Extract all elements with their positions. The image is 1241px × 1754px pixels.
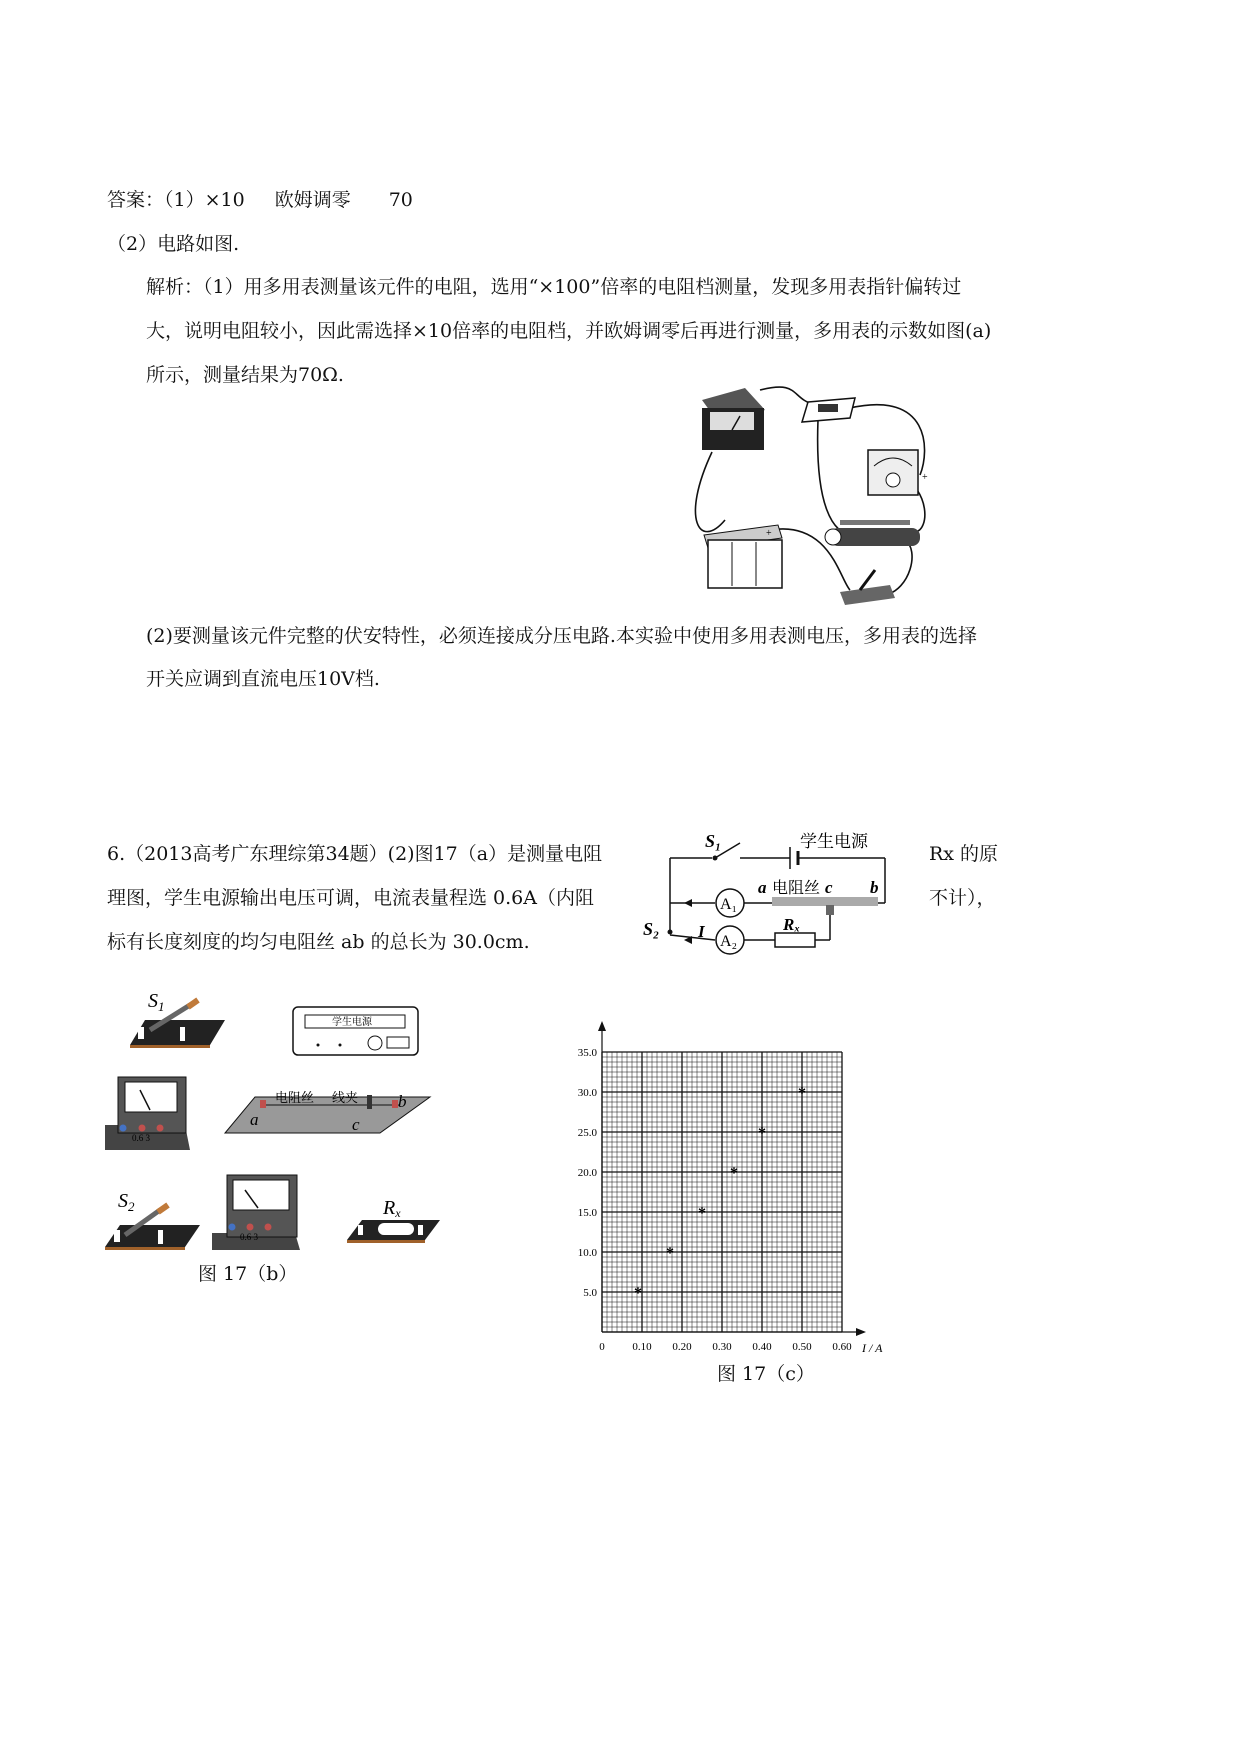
- ammeter-1-scale: 0.6 3: [132, 1133, 150, 1143]
- data-point: *: [698, 1205, 706, 1222]
- x-tick-label: 0.30: [712, 1341, 732, 1353]
- y-tick-label: 25.0: [577, 1127, 597, 1139]
- resistance-wire-board: [225, 1090, 430, 1134]
- data-point: *: [758, 1125, 766, 1142]
- y-tick-label: 5.0: [583, 1287, 597, 1299]
- switch-s2: [105, 1190, 200, 1250]
- data-point: *: [730, 1165, 738, 1182]
- switch-s1-sub: 1: [158, 999, 165, 1014]
- wire-label: 电阻丝: [275, 1090, 315, 1105]
- y-axis-arrow: [598, 1021, 606, 1031]
- wire-b-label: b: [398, 1092, 407, 1111]
- resistor-rx-sub: x: [395, 1206, 401, 1220]
- switch-s1-label: [148, 990, 165, 1014]
- switch-s2-sub: 2: [128, 1199, 135, 1214]
- switch-s1: [130, 990, 225, 1048]
- ammeter-2-scale: 0.6 3: [240, 1232, 258, 1242]
- clip-label: 线夹: [332, 1090, 359, 1105]
- figure-17b-equipment: [100, 985, 460, 1295]
- power-source-label: 学生电源: [332, 1017, 372, 1028]
- x-tick-label: 0.50: [792, 1341, 812, 1353]
- schematic-s1-label: S₁: [705, 831, 722, 851]
- analysis-line-3: 所示，测量结果为70Ω.: [146, 364, 344, 386]
- schematic-a-label: a: [758, 878, 767, 897]
- schematic-rx-label: Rₓ: [783, 915, 801, 934]
- y-tick-label: 10.0: [577, 1247, 597, 1259]
- switch-s1-letter: S: [148, 990, 158, 1012]
- schematic-c-label: c: [825, 878, 833, 897]
- answer-prefix: 答案：: [107, 189, 165, 211]
- y-tick-label: 30.0: [577, 1087, 597, 1099]
- schematic-wire-label: 电阻丝: [772, 880, 821, 897]
- question6-line1-left: 6.（2013高考广东理综第34题）(2)图17（a）是测量电阻: [107, 843, 603, 865]
- figure-17c-caption: 图 17（c）: [717, 1363, 815, 1385]
- resistor-rx: [347, 1197, 440, 1243]
- meter-box: [702, 388, 765, 450]
- multimeter: [868, 450, 928, 495]
- x-axis-arrow: [856, 1328, 866, 1336]
- schematic-source-label: 学生电源: [800, 832, 868, 851]
- x-axis-label: I / A: [862, 1341, 883, 1355]
- ammeter-2: [212, 1175, 300, 1250]
- svg-text:+: +: [766, 528, 772, 539]
- wire-c-label: c: [352, 1115, 360, 1134]
- rheostat: [825, 520, 920, 546]
- power-source: [293, 1007, 418, 1055]
- analysis-line-2: 大，说明电阻较小，因此需选择×10倍率的电阻档，并欧姆调零后再进行测量，多用表的示数如图(a): [146, 320, 992, 342]
- battery-pack: [704, 525, 782, 588]
- analysis-line-1: 解析：（1）用多用表测量该元件的电阻，选用“×100”倍率的电阻档测量，发现多用表指针偏转过: [146, 276, 962, 298]
- y-tick-label: 15.0: [577, 1207, 597, 1219]
- question6-line2-left: 理图，学生电源输出电压可调，电流表量程选 0.6A（内阻: [107, 887, 594, 909]
- data-point: *: [666, 1245, 674, 1262]
- x-tick-label: 0.20: [672, 1341, 692, 1353]
- data-point: *: [634, 1285, 642, 1302]
- schematic-i-label: I: [698, 922, 705, 941]
- resistor-rx-letter: R: [383, 1197, 396, 1219]
- schematic-a2-label: A₂: [720, 933, 738, 950]
- question6-line1-right: Rx 的原: [929, 843, 999, 865]
- x-tick-label: 0.10: [632, 1341, 652, 1353]
- svg-text:+: +: [922, 472, 928, 483]
- circuit-connection-figure: [690, 380, 950, 605]
- schematic-b-label: b: [870, 878, 879, 897]
- x-tick-label: 0: [599, 1341, 605, 1353]
- figure-17c-chart: [570, 1015, 900, 1355]
- switch-s2-label: [118, 1190, 135, 1214]
- answer-ohm-zero: 欧姆调零: [274, 189, 351, 211]
- figure-17b-caption: 图 17（b）: [198, 1263, 298, 1285]
- answer-part2: （2）电路如图.: [107, 233, 240, 255]
- schematic-17a: [640, 825, 900, 965]
- answer-part1: （1）×10: [164, 189, 245, 211]
- question6-line3: 标有长度刻度的均匀电阻丝 ab 的总长为 30.0cm.: [107, 931, 530, 953]
- answer-value: 70: [388, 189, 413, 211]
- schematic-s2-label: S₂: [643, 919, 660, 939]
- x-tick-label: 0.40: [752, 1341, 772, 1353]
- wire-a-label: a: [250, 1110, 259, 1129]
- answer-line: [107, 188, 413, 212]
- analysis-line-5: 开关应调到直流电压10V档.: [146, 668, 380, 690]
- analysis-line-4: (2)要测量该元件完整的伏安特性，必须连接成分压电路.本实验中使用多用表测电压，多用表的选择: [146, 625, 977, 647]
- question6-line2-right: 不计），: [929, 887, 996, 909]
- x-tick-label: 0.60: [832, 1341, 852, 1353]
- schematic-a1-label: A₁: [720, 896, 738, 913]
- switch-board: [802, 398, 855, 422]
- y-tick-label: 20.0: [577, 1167, 597, 1179]
- resistor-rx-label: [382, 1197, 401, 1220]
- switch-s2-letter: S: [118, 1190, 128, 1212]
- data-point: *: [798, 1085, 806, 1102]
- ammeter-1: [105, 1077, 190, 1150]
- y-tick-label: 35.0: [577, 1047, 597, 1059]
